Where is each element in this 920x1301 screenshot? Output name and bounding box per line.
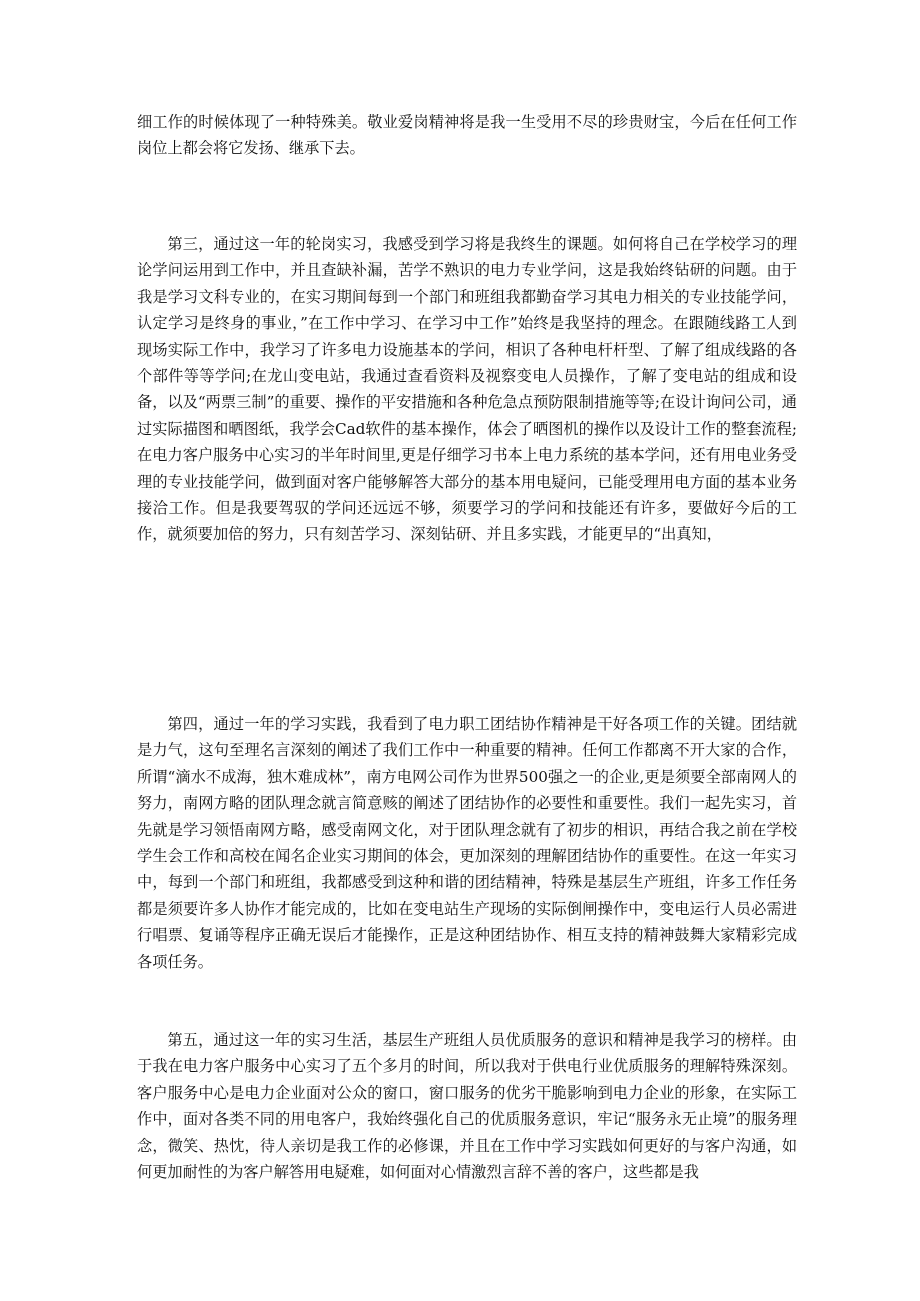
paragraph-fourth: 第四，通过一年的学习实践，我看到了电力职工团结协作精神是干好各项工作的关键。团结就是力气，这句至理名言深刻的阐述了我们工作中一种重要的精神。任何工作都离不开大家的合作，所谓“滴水不成海，独木难成林”，南方电网公司作为世界500强之一的企业,更是须要全部南网人的努力，南网方略的团队理念就言简意赅的阐述了团结协作的必要性和重要性。我们一起先实习，首先就是学习领悟南网方略，感受南网文化，对于团队理念就有了初步的相识，再结合我之前在学校学生会工作和高校在闻名企业实习期间的体会，更加深刻的理解团结协作的重要性。在这一年实习中，每到一个部门和班组，我都感受到这种和谐的团结精神，特殊是基层生产班组，许多工作任务都是须要许多人协作才能完成的，比如在变电站生产现场的实际倒闸操作中，变电运行人员必需进行唱票、复诵等程序正确无误后才能操作，正是这种团结协作、相互支持的精神鼓舞大家精彩完成各项任务。	[137, 715, 797, 971]
paragraph-continuation: 细工作的时候体现了一种特殊美。敬业爱岗精神将是我一生受用不尽的珍贵财宝，今后在任何工作岗位上都会将它发扬、继承下去。	[137, 113, 797, 158]
paragraph-fifth: 第五，通过这一年的实习生活，基层生产班组人员优质服务的意识和精神是我学习的榜样。由于我在电力客户服务中心实习了五个多月的时间，所以我对于供电行业优质服务的理解特殊深刻。客户服务中心是电力企业面对公众的窗口，窗口服务的优劣干脆影响到电力企业的形象，在实际工作中，面对各类不同的用电客户，我始终强化自己的优质服务意识，牢记“服务永无止境”的服务理念，微笑、热忱，待人亲切是我工作的必修课，并且在工作中学习实践如何更好的与客户沟通，如何更加耐性的为客户解答用电疑难，如何面对心情激烈言辞不善的客户，这些都是我	[137, 1031, 797, 1182]
paragraph-third: 第三，通过这一年的轮岗实习，我感受到学习将是我终生的课题。如何将自己在学校学习的理论学问运用到工作中，并且查缺补漏，苦学不熟识的电力专业学问，这是我始终钻研的问题。由于我是学习文科专业的，在实习期间每到一个部门和班组我都勤奋学习其电力相关的专业技能学问，认定学习是终身的事业，”在工作中学习、在学习中工作”始终是我坚持的理念。在跟随线路工人到现场实际工作中，我学习了许多电力设施基本的学问，相识了各种电杆杆型、了解了组成线路的各个部件等等学问;在龙山变电站，我通过查看资料及视察变电人员操作，了解了变电站的组成和设备，以及“两票三制”的重要、操作的平安措施和各种危急点预防限制措施等等;在设计询问公司，通过实际描图和晒图纸，我学会Cad软件的基本操作，体会了晒图机的操作以及设计工作的整套流程;在电力客户服务中心实习的半年时间里,更是仔细学习书本上电力系统的基本学问，还有用电业务受理的专业技能学问，做到面对客户能够解答大部分的基本用电疑问，已能受理用电方面的基本业务接洽工作。但是我要驾驭的学问还远远不够，须要学习的学问和技能还有许多，要做好今后的工作，就须要加倍的努力，只有刻苦学习、深刻钻研、并且多实践，才能更早的“出真知，	[137, 235, 797, 544]
